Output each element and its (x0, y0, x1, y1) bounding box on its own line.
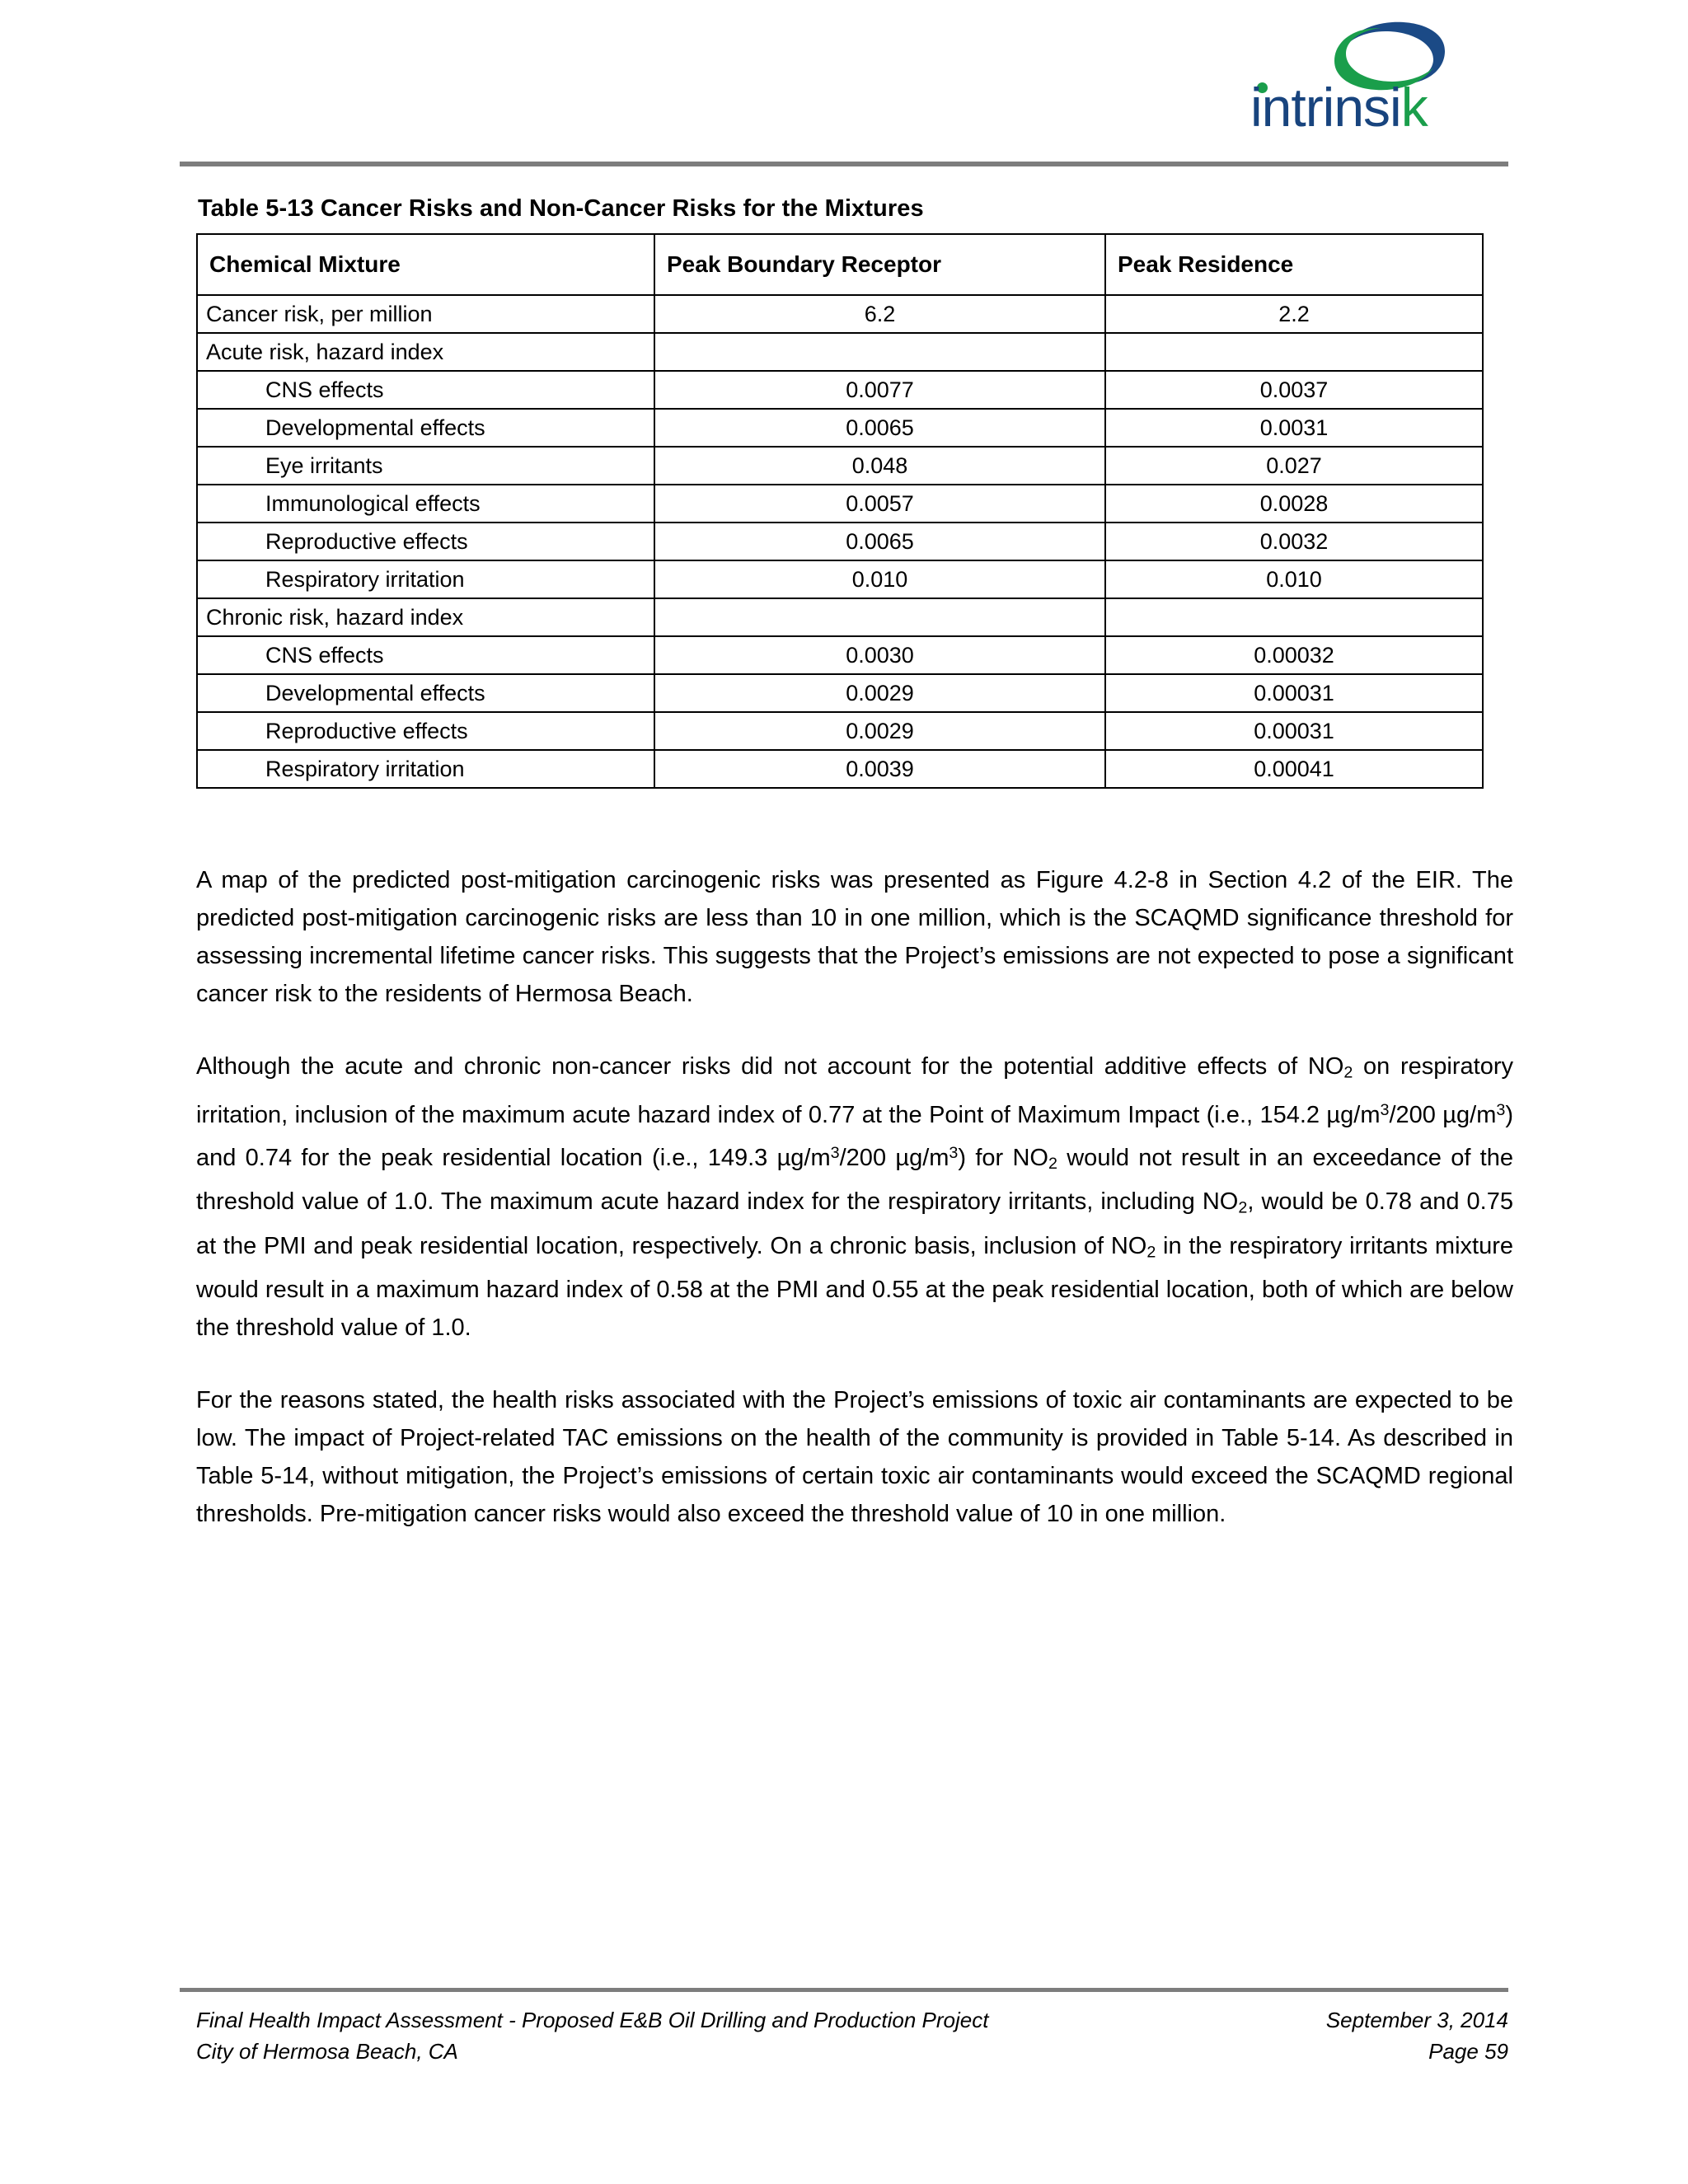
cell-peak-boundary-receptor (654, 598, 1105, 636)
p2-sup-4: 3 (949, 1144, 959, 1163)
table-body (197, 295, 1483, 788)
intrinsik-logo (1232, 18, 1545, 138)
cell-chemical-mixture: Acute risk, hazard index (197, 333, 654, 371)
cell-chemical-mixture: Eye irritants (197, 447, 654, 485)
cell-chemical-mixture: Developmental effects (197, 674, 654, 712)
p2-seg-8: , would be 0.78 and 0.75 at the PMI and peak residential location, respectively. On a chronic basis, inclusion of NO (196, 1188, 1513, 1259)
cell-peak-residence: 0.0031 (1105, 409, 1483, 447)
footer-document-title: Final Health Impact Assessment - Proposed E&B Oil Drilling and Production Project (196, 2008, 989, 2032)
cell-peak-boundary-receptor: 0.010 (654, 560, 1105, 598)
page-footer (196, 2004, 1508, 2067)
intrinsik-wordmark (1250, 77, 1539, 138)
cell-peak-residence: 0.00041 (1105, 750, 1483, 788)
paragraph-2 (196, 1047, 1513, 1347)
footer-page-number: Page 59 (1428, 2039, 1508, 2064)
cell-peak-residence: 0.0028 (1105, 485, 1483, 523)
cell-peak-residence: 0.0032 (1105, 523, 1483, 560)
p2-sub-3: 2 (1238, 1198, 1248, 1217)
table-row (197, 750, 1483, 788)
p2-sub-4: 2 (1146, 1243, 1156, 1262)
table-row (197, 636, 1483, 674)
table-row (197, 409, 1483, 447)
cell-chemical-mixture: Cancer risk, per million (197, 295, 654, 333)
cell-chemical-mixture: Immunological effects (197, 485, 654, 523)
cell-chemical-mixture: Chronic risk, hazard index (197, 598, 654, 636)
table-row (197, 598, 1483, 636)
cell-chemical-mixture: Reproductive effects (197, 523, 654, 560)
cell-peak-residence: 0.0037 (1105, 371, 1483, 409)
cell-peak-boundary-receptor: 0.0030 (654, 636, 1105, 674)
cell-peak-boundary-receptor (654, 333, 1105, 371)
p2-seg-9: in the respiratory irritants mixture would result in a maximum hazard index of 0.58 at the PMI and 0.55 at the peak residential location, both of which are below the threshold value of 1.0. (196, 1232, 1513, 1342)
cell-peak-boundary-receptor: 0.0029 (654, 712, 1105, 750)
cell-peak-boundary-receptor: 0.048 (654, 447, 1105, 485)
p2-sub-2: 2 (1048, 1155, 1057, 1174)
p2-seg-2: on respiratory irritation, inclusion of the maximum acute hazard index of 0.77 at the Point of Maximum Impact (i.e., 154.2 µg/m (196, 1053, 1513, 1129)
table-row (197, 560, 1483, 598)
table-row (197, 674, 1483, 712)
cell-chemical-mixture: CNS effects (197, 371, 654, 409)
p2-seg-7: would not result in an exceedance of the threshold value of 1.0. The maximum acute hazard index for the respiratory irritants, including NO (196, 1145, 1513, 1216)
table-header-row (197, 234, 1483, 295)
cell-peak-boundary-receptor: 6.2 (654, 295, 1105, 333)
cell-peak-boundary-receptor: 0.0065 (654, 523, 1105, 560)
cell-peak-residence (1105, 598, 1483, 636)
cell-peak-boundary-receptor: 0.0057 (654, 485, 1105, 523)
table-row (197, 447, 1483, 485)
wordmark-accent: k (1400, 77, 1428, 138)
table-row (197, 523, 1483, 560)
table-row (197, 485, 1483, 523)
p2-seg-4: ) and 0.74 for the peak residential location (i.e., 149.3 µg/m (196, 1102, 1513, 1172)
cell-peak-residence: 0.00032 (1105, 636, 1483, 674)
p2-seg-1: Although the acute and chronic non-cancer risks did not account for the potential additive effects of NO (196, 1053, 1344, 1080)
footer-line-1 (196, 2004, 1508, 2036)
cell-chemical-mixture: Developmental effects (197, 409, 654, 447)
table-row (197, 371, 1483, 409)
p2-seg-6: ) for NO (958, 1145, 1048, 1172)
cancer-risk-table (196, 233, 1484, 789)
cell-chemical-mixture: Reproductive effects (197, 712, 654, 750)
p2-seg-3: /200 µg/m (1389, 1102, 1497, 1129)
footer-organization: City of Hermosa Beach, CA (196, 2039, 458, 2064)
cell-peak-residence: 2.2 (1105, 295, 1483, 333)
cell-peak-residence: 0.010 (1105, 560, 1483, 598)
cell-chemical-mixture: Respiratory irritation (197, 750, 654, 788)
p2-sup-2: 3 (1496, 1101, 1506, 1120)
column-header-chemical-mixture: Chemical Mixture (197, 234, 654, 295)
body-content (196, 861, 1513, 1533)
table-row (197, 333, 1483, 371)
cell-peak-boundary-receptor: 0.0029 (654, 674, 1105, 712)
table-row (197, 712, 1483, 750)
footer-rule (180, 1988, 1508, 1992)
paragraph-1: A map of the predicted post-mitigation carcinogenic risks was presented as Figure 4.2-8 in Section 4.2 of the EIR. The predicted post-mitigation carcinogenic risks are less than 10 in one million, which is the SCAQMD significance threshold for assessing incremental lifetime cancer risks. This suggests that the Project’s emissions are not expected to pose a significant cancer risk to the residents of Hermosa Beach. (196, 867, 1513, 1007)
p2-sup-1: 3 (1380, 1101, 1390, 1120)
column-header-peak-residence: Peak Residence (1105, 234, 1483, 295)
cell-peak-residence (1105, 333, 1483, 371)
p2-seg-5: /200 µg/m (839, 1145, 950, 1172)
table-title: Table 5-13 Cancer Risks and Non-Cancer Risks for the Mixtures (198, 195, 924, 222)
p2-sub-1: 2 (1343, 1063, 1353, 1082)
cell-peak-boundary-receptor: 0.0077 (654, 371, 1105, 409)
paragraph-3: For the reasons stated, the health risks associated with the Project’s emissions of toxic air contaminants are expected to be low. The impact of Project-related TAC emissions on the health of the community is provided in Table 5-14. As described in Table 5-14, without mitigation, the Project’s emissions of certain toxic air contaminants would exceed the SCAQMD regional thresholds. Pre-mitigation cancer risks would also exceed the threshold value of 10 in one million. (196, 1387, 1513, 1528)
cell-peak-boundary-receptor: 0.0065 (654, 409, 1105, 447)
cell-peak-residence: 0.027 (1105, 447, 1483, 485)
p2-sup-3: 3 (830, 1144, 840, 1163)
footer-date: September 3, 2014 (1325, 2008, 1508, 2032)
cell-peak-residence: 0.00031 (1105, 674, 1483, 712)
footer-line-2 (196, 2036, 1508, 2067)
column-header-peak-boundary-receptor: Peak Boundary Receptor (654, 234, 1105, 295)
table-row (197, 295, 1483, 333)
wordmark-primary: intrinsi (1250, 77, 1401, 138)
cell-peak-boundary-receptor: 0.0039 (654, 750, 1105, 788)
cell-chemical-mixture: CNS effects (197, 636, 654, 674)
cell-peak-residence: 0.00031 (1105, 712, 1483, 750)
header-rule (180, 162, 1508, 166)
cell-chemical-mixture: Respiratory irritation (197, 560, 654, 598)
